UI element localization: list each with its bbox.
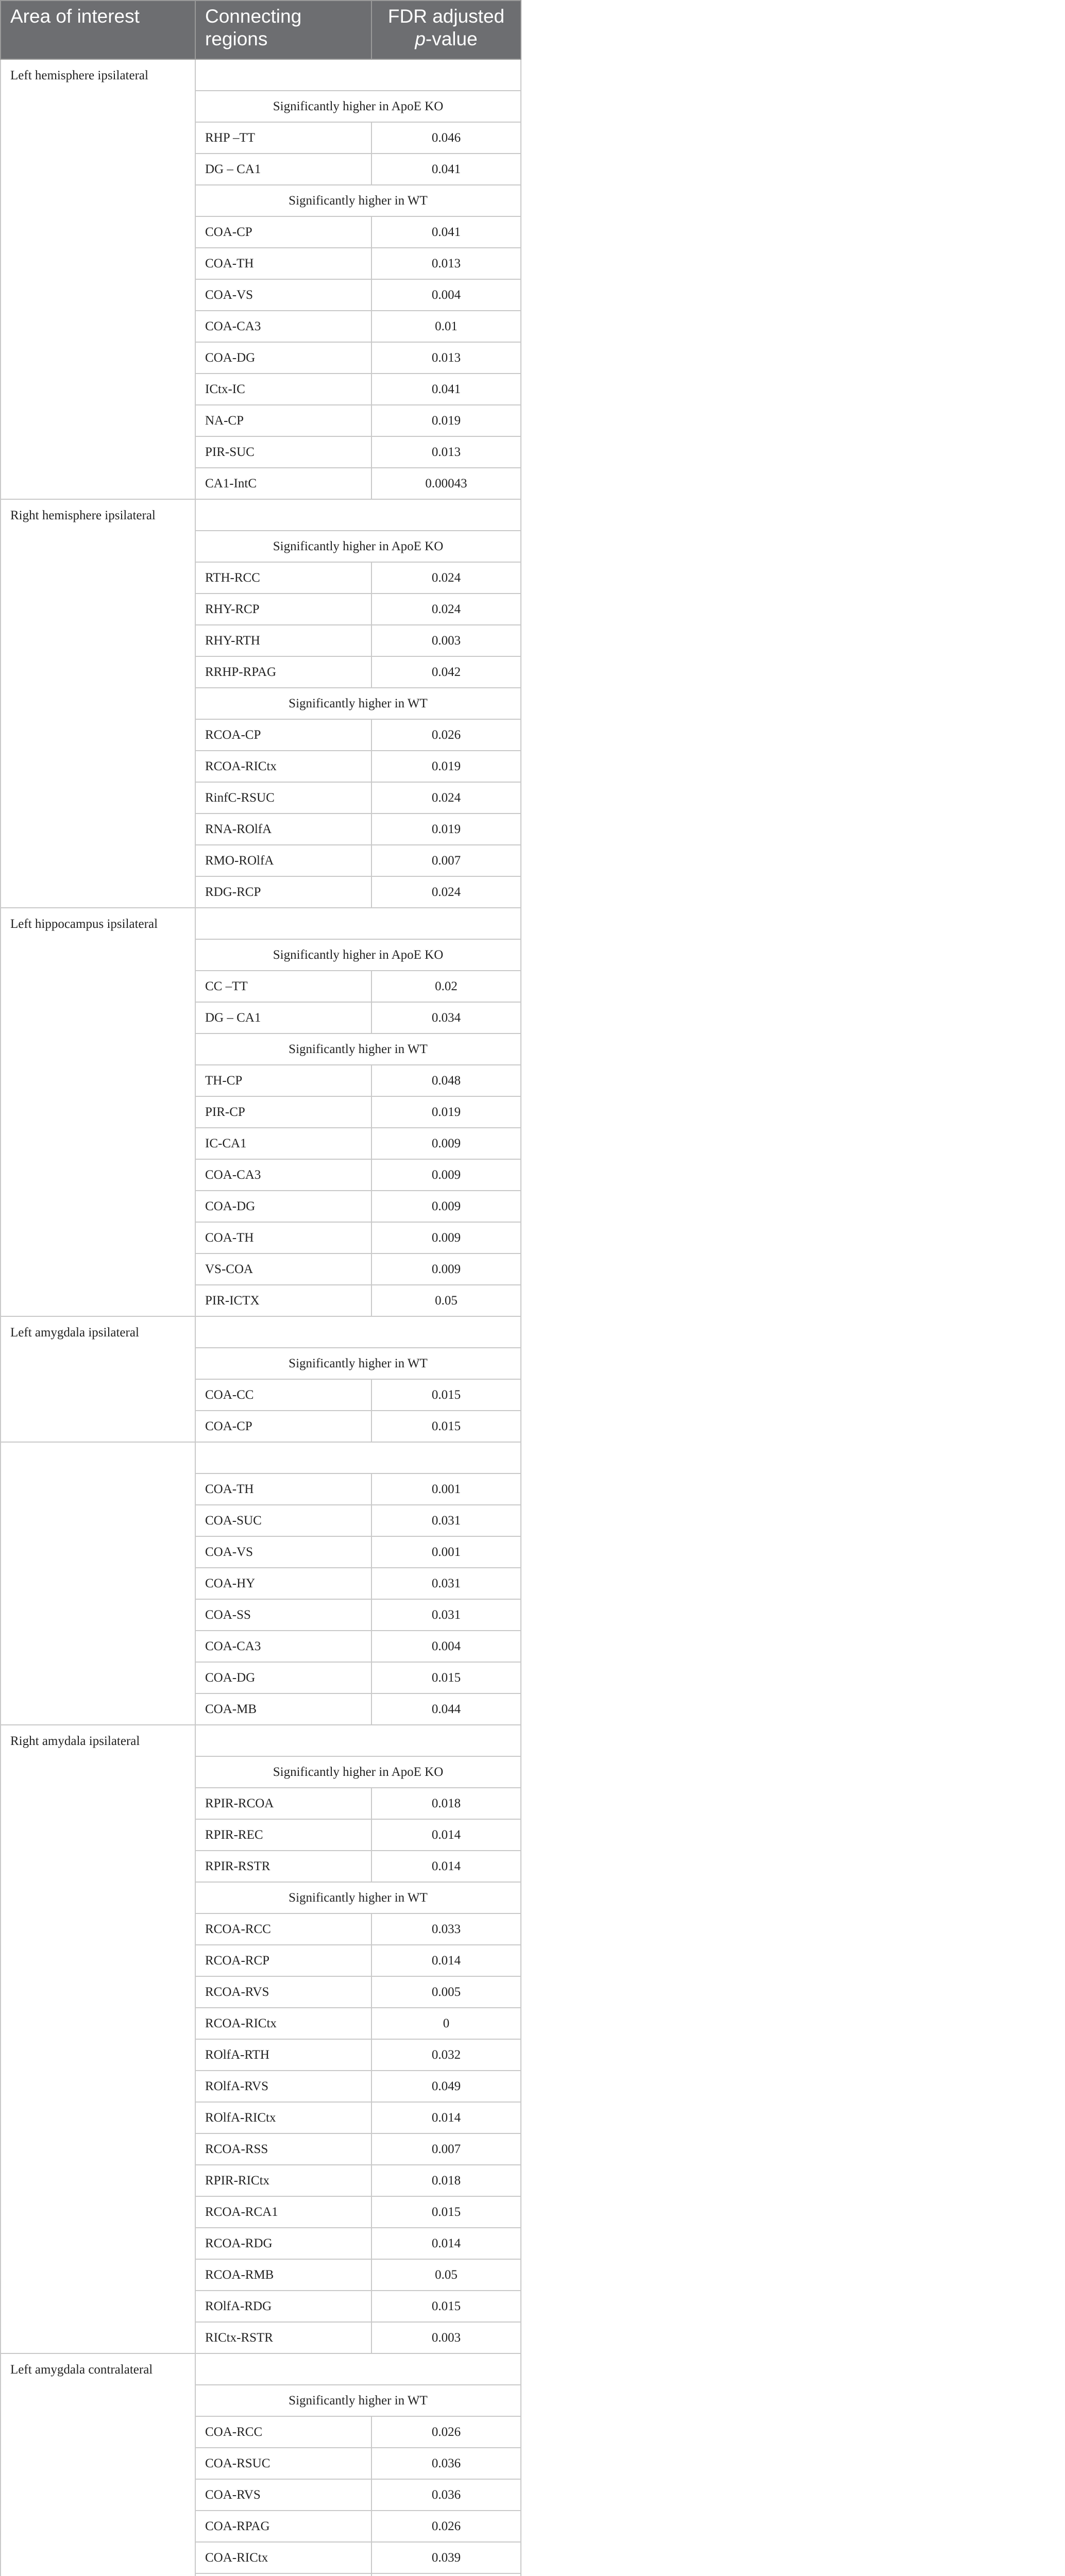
p-value-cell: 0.026	[371, 719, 521, 751]
p-value-cell: 0.015	[371, 2291, 521, 2322]
p-value-cell: 0.018	[371, 1788, 521, 1819]
connecting-region-cell: RCOA-RICtx	[195, 751, 371, 782]
subheading-cell: Significantly higher in WT	[195, 185, 521, 216]
p-value-cell: 0.019	[371, 1096, 521, 1128]
p-value-cell: 0.014	[371, 1945, 521, 1976]
p-value-cell: 0.015	[371, 1379, 521, 1411]
area-of-interest-cell: Right amydala ipsilateral	[1, 1725, 195, 2353]
connecting-region-cell: PIR-ICTX	[195, 1285, 371, 1316]
connecting-region-cell: RPIR-RCOA	[195, 1788, 371, 1819]
p-value-cell: 0.01	[371, 311, 521, 342]
connecting-region-cell: ROlfA-RDG	[195, 2291, 371, 2322]
connecting-region-cell: COA-VS	[195, 279, 371, 311]
p-value-cell: 0.041	[371, 374, 521, 405]
p-value-cell: 0.001	[371, 1473, 521, 1505]
subheading-cell: Significantly higher in ApoE KO	[195, 1756, 521, 1788]
connecting-region-cell: COA-CC	[195, 1379, 371, 1411]
header-fdr-p: p	[415, 28, 426, 49]
connecting-region-cell: RNA-ROlfA	[195, 814, 371, 845]
p-value-cell: 0.05	[371, 1285, 521, 1316]
p-value-cell	[371, 2573, 521, 2576]
p-value-cell: 0.009	[371, 1159, 521, 1191]
empty-cell	[195, 2353, 521, 2385]
p-value-cell: 0.041	[371, 216, 521, 248]
connecting-region-cell: COA-DG	[195, 342, 371, 374]
p-value-cell: 0.014	[371, 2228, 521, 2259]
p-value-cell: 0.042	[371, 656, 521, 688]
p-value-cell: 0.032	[371, 2039, 521, 2071]
p-value-cell: 0.009	[371, 1222, 521, 1253]
p-value-cell: 0.015	[371, 1411, 521, 1442]
connecting-region-cell: COA-MB	[195, 1693, 371, 1725]
subheading-cell: Significantly higher in ApoE KO	[195, 531, 521, 562]
table-row	[1, 2353, 521, 2385]
connecting-region-cell: IC-CA1	[195, 1128, 371, 1159]
connecting-region-cell: TH-CP	[195, 1065, 371, 1096]
p-value-cell: 0.024	[371, 562, 521, 594]
connecting-region-cell: COA-VS	[195, 1536, 371, 1568]
table-row	[1, 1316, 521, 1348]
area-of-interest-cell	[1, 1442, 195, 1725]
p-value-cell: 0.019	[371, 751, 521, 782]
connecting-region-cell: RCOA-CP	[195, 719, 371, 751]
p-value-cell: 0.031	[371, 1505, 521, 1536]
connecting-region-cell: COA-RPAG	[195, 2511, 371, 2542]
header-area: Area of interest	[1, 1, 195, 59]
connecting-region-cell: PIR-SUC	[195, 436, 371, 468]
connecting-region-cell: COA-RSUC	[195, 2448, 371, 2479]
connecting-region-cell: COA-SS	[195, 1599, 371, 1631]
p-value-cell: 0.024	[371, 594, 521, 625]
connecting-region-cell: COA-CA3	[195, 311, 371, 342]
results-table	[0, 0, 521, 2576]
header-row	[1, 1, 521, 59]
connecting-region-cell: RICtx-RSTR	[195, 2322, 371, 2353]
empty-cell	[195, 908, 521, 939]
p-value-cell: 0.031	[371, 1599, 521, 1631]
p-value-cell: 0.013	[371, 342, 521, 374]
p-value-cell: 0.05	[371, 2259, 521, 2291]
p-value-cell: 0.041	[371, 154, 521, 185]
connecting-region-cell: COA-CA3	[195, 1631, 371, 1662]
connecting-region-cell: RCOA-RCC	[195, 1913, 371, 1945]
connecting-region-cell: ICtx-IC	[195, 374, 371, 405]
table-row	[1, 1725, 521, 1756]
table-row	[1, 1442, 521, 1473]
p-value-cell: 0.02	[371, 971, 521, 1002]
subheading-cell: Significantly higher in WT	[195, 1882, 521, 1913]
connecting-region-cell: COA-RVS	[195, 2479, 371, 2511]
connecting-region-cell: COA-TH	[195, 248, 371, 279]
p-value-cell: 0.044	[371, 1693, 521, 1725]
area-of-interest-cell: Left hemisphere ipsilateral	[1, 59, 195, 499]
p-value-cell: 0.039	[371, 2542, 521, 2573]
connecting-region-cell: RTH-RCC	[195, 562, 371, 594]
p-value-cell: 0.019	[371, 405, 521, 436]
p-value-cell: 0.003	[371, 2322, 521, 2353]
connecting-region-cell: RDG-RCP	[195, 876, 371, 908]
connecting-region-cell: NA-CP	[195, 405, 371, 436]
p-value-cell: 0.004	[371, 1631, 521, 1662]
p-value-cell: 0.001	[371, 1536, 521, 1568]
p-value-cell: 0.019	[371, 814, 521, 845]
empty-cell	[195, 59, 521, 91]
header-connecting-regions: Connecting regions	[195, 1, 371, 59]
table-row	[1, 499, 521, 531]
connecting-region-cell: ROlfA-RVS	[195, 2071, 371, 2102]
connecting-region-cell: COA-CP	[195, 1411, 371, 1442]
connecting-region-cell: RCOA-RVS	[195, 1976, 371, 2008]
connecting-region-cell: COA-TH	[195, 1473, 371, 1505]
connecting-region-cell: COA-CP	[195, 216, 371, 248]
connecting-region-cell: COA-SUC	[195, 1505, 371, 1536]
p-value-cell: 0.015	[371, 1662, 521, 1693]
p-value-cell: 0.014	[371, 2102, 521, 2133]
p-value-cell: 0.003	[371, 625, 521, 656]
p-value-cell: 0.013	[371, 248, 521, 279]
connecting-region-cell: ROlfA-RICtx	[195, 2102, 371, 2133]
empty-cell	[195, 499, 521, 531]
connecting-region-cell: RHY-RCP	[195, 594, 371, 625]
p-value-cell: 0.048	[371, 1065, 521, 1096]
connecting-region-cell: COA-TH	[195, 1222, 371, 1253]
header-fdr-suffix: -value	[425, 28, 478, 49]
p-value-cell: 0.024	[371, 782, 521, 814]
connecting-region-cell: RCOA-RMB	[195, 2259, 371, 2291]
p-value-cell: 0.014	[371, 1819, 521, 1851]
table-header	[1, 1, 521, 59]
connecting-region-cell: RCOA-RDG	[195, 2228, 371, 2259]
connecting-region-cell: RPIR-RSTR	[195, 1851, 371, 1882]
subheading-cell: Significantly higher in WT	[195, 1348, 521, 1379]
p-value-cell: 0.015	[371, 2196, 521, 2228]
p-value-cell: 0.013	[371, 436, 521, 468]
connecting-region-cell: RCOA-RICtx	[195, 2008, 371, 2039]
area-of-interest-cell: Left amygdala ipsilateral	[1, 1316, 195, 1442]
p-value-cell: 0.026	[371, 2416, 521, 2448]
connecting-region-cell: COA-DG	[195, 1191, 371, 1222]
p-value-cell: 0.005	[371, 1976, 521, 2008]
p-value-cell: 0.024	[371, 876, 521, 908]
subheading-cell: Significantly higher in WT	[195, 688, 521, 719]
connecting-region-cell: RCOA-RCP	[195, 1945, 371, 1976]
connecting-region-cell: RCOA-RCA1	[195, 2196, 371, 2228]
connecting-region-cell: COA-RCC	[195, 2416, 371, 2448]
p-value-cell: 0.004	[371, 279, 521, 311]
connecting-region-cell: RPIR-RICtx	[195, 2165, 371, 2196]
p-value-cell: 0.00043	[371, 468, 521, 499]
table-row	[1, 59, 521, 91]
connecting-region-cell: PIR-CP	[195, 1096, 371, 1128]
p-value-cell: 0.009	[371, 1253, 521, 1285]
empty-cell	[195, 1316, 521, 1348]
header-fdr-line1: FDR adjusted	[387, 6, 505, 27]
connecting-region-cell: DG – CA1	[195, 1002, 371, 1033]
p-value-cell: 0.007	[371, 845, 521, 876]
p-value-cell: 0.034	[371, 1002, 521, 1033]
table-row	[1, 908, 521, 939]
area-of-interest-cell: Left hippocampus ipsilateral	[1, 908, 195, 1316]
subheading-cell: Significantly higher in WT	[195, 2385, 521, 2416]
p-value-cell: 0.046	[371, 122, 521, 154]
empty-cell	[195, 1725, 521, 1756]
connecting-region-cell: COA-DG	[195, 1662, 371, 1693]
p-value-cell: 0.014	[371, 1851, 521, 1882]
p-value-cell: 0.018	[371, 2165, 521, 2196]
p-value-cell: 0.009	[371, 1128, 521, 1159]
p-value-cell: 0.036	[371, 2448, 521, 2479]
connecting-region-cell: VS-COA	[195, 1253, 371, 1285]
connecting-region-cell: RHY-RTH	[195, 625, 371, 656]
header-fdr-p-value	[371, 1, 521, 59]
p-value-cell: 0.009	[371, 1191, 521, 1222]
subheading-cell: Significantly higher in ApoE KO	[195, 91, 521, 122]
p-value-cell: 0.007	[371, 2133, 521, 2165]
area-of-interest-cell: Left amygdala contralateral	[1, 2353, 195, 2576]
connecting-region-cell: CA1-IntC	[195, 468, 371, 499]
connecting-region-cell: RRHP-RPAG	[195, 656, 371, 688]
connecting-region-cell: COA-RICtx	[195, 2542, 371, 2573]
area-of-interest-cell: Right hemisphere ipsilateral	[1, 499, 195, 908]
connecting-region-cell: RMO-ROlfA	[195, 845, 371, 876]
connecting-region-cell: CC –TT	[195, 971, 371, 1002]
empty-cell	[195, 1442, 521, 1473]
connecting-region-cell: DG – CA1	[195, 154, 371, 185]
connecting-region-cell: RinfC-RSUC	[195, 782, 371, 814]
p-value-cell: 0.036	[371, 2479, 521, 2511]
p-value-cell: 0.026	[371, 2511, 521, 2542]
connecting-region-cell: COA-HY	[195, 1568, 371, 1599]
connecting-region-cell: COA-CA3	[195, 1159, 371, 1191]
connecting-region-cell: RPIR-REC	[195, 1819, 371, 1851]
p-value-cell: 0.031	[371, 1568, 521, 1599]
connecting-region-cell: ROlfA-RTH	[195, 2039, 371, 2071]
p-value-cell: 0	[371, 2008, 521, 2039]
subheading-cell: Significantly higher in ApoE KO	[195, 939, 521, 971]
subheading-cell: Significantly higher in WT	[195, 1033, 521, 1065]
connecting-region-cell: RHP –TT	[195, 122, 371, 154]
connecting-region-cell	[195, 2573, 371, 2576]
p-value-cell: 0.049	[371, 2071, 521, 2102]
table-body	[1, 59, 521, 2576]
p-value-cell: 0.033	[371, 1913, 521, 1945]
connecting-region-cell: RCOA-RSS	[195, 2133, 371, 2165]
